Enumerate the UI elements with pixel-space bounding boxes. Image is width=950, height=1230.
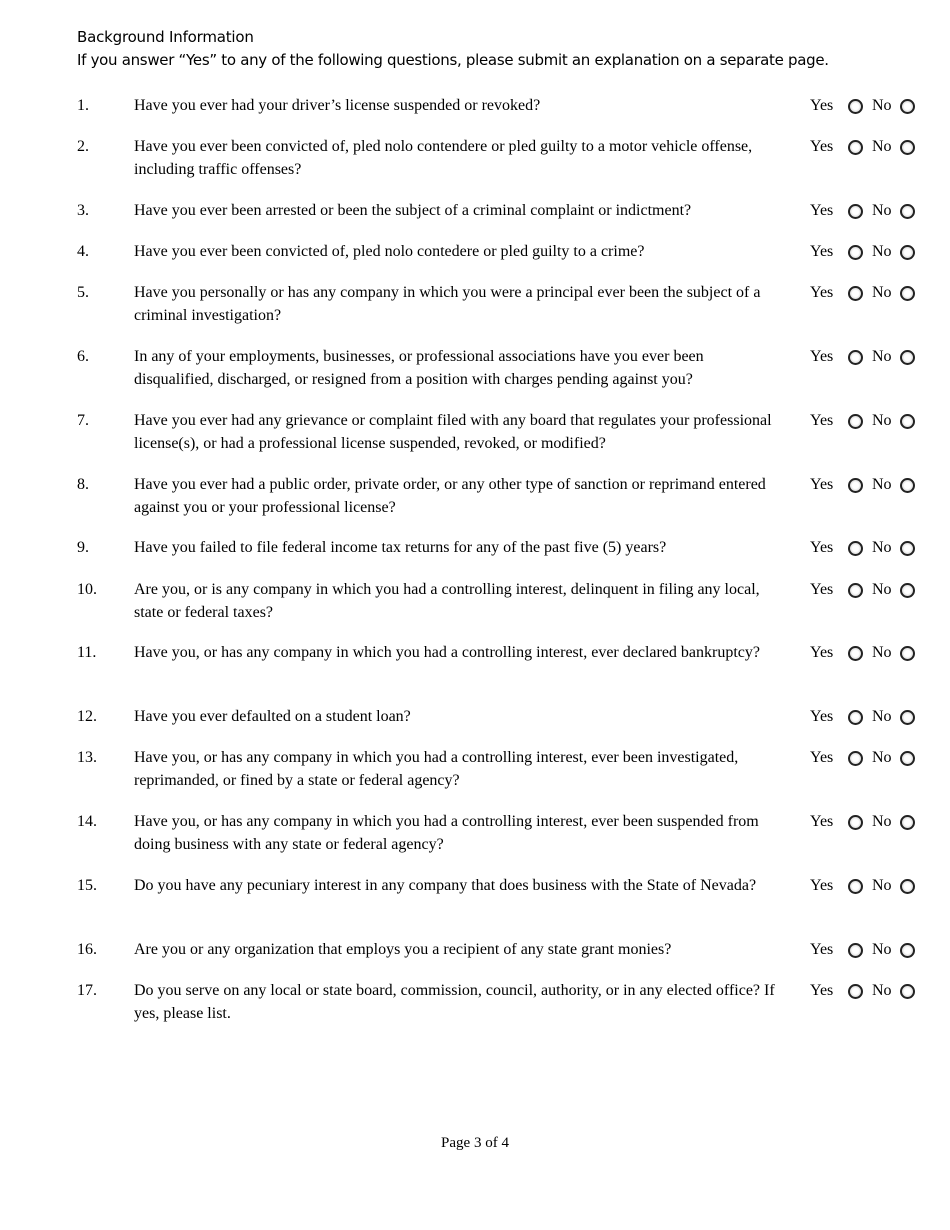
yes-radio[interactable]: [848, 583, 863, 598]
question-number: 7.: [77, 412, 89, 429]
no-label: No: [872, 202, 892, 219]
question-text: Have you failed to file federal income tax returns for any of the past five (5) years?: [134, 539, 667, 556]
no-radio[interactable]: [900, 140, 915, 155]
answer-group: [810, 874, 930, 897]
page-number: Page 3 of 4: [441, 1135, 509, 1151]
yes-label: Yes: [810, 243, 834, 260]
no-radio[interactable]: [900, 245, 915, 260]
question-number: 4.: [77, 243, 89, 260]
no-radio[interactable]: [900, 751, 915, 766]
section-instructions: If you answer “Yes” to any of the following questions, please submit an explanation on a separate page.: [77, 51, 829, 69]
no-label: No: [872, 982, 892, 999]
answer-group: [810, 409, 930, 432]
question-text: In any of your employments, businesses, or professional associations have you ever been disqualified, discharged, or resigned from a position with charges pending against you?: [134, 348, 704, 388]
yes-radio[interactable]: [848, 99, 863, 114]
answer-group: [810, 240, 930, 263]
yes-label: Yes: [810, 941, 834, 958]
question-number: 11.: [77, 644, 97, 661]
no-label: No: [872, 708, 892, 725]
yes-label: Yes: [810, 412, 834, 429]
yes-radio[interactable]: [848, 541, 863, 556]
question-text: Do you have any pecuniary interest in any company that does business with the State of Nevada?: [134, 877, 757, 894]
no-radio[interactable]: [900, 879, 915, 894]
yes-label: Yes: [810, 813, 834, 830]
no-label: No: [872, 581, 892, 598]
no-radio[interactable]: [900, 815, 915, 830]
question-text: Have you, or has any company in which you had a controlling interest, ever been investigated, reprimanded, or fined by a state or federal agency?: [134, 749, 739, 789]
question-text: Have you ever had any grievance or complaint filed with any board that regulates your professional license(s), or had a professional license suspended, revoked, or modified?: [134, 412, 772, 452]
no-radio[interactable]: [900, 99, 915, 114]
no-radio[interactable]: [900, 204, 915, 219]
yes-label: Yes: [810, 97, 834, 114]
yes-radio[interactable]: [848, 204, 863, 219]
question-number: 5.: [77, 284, 89, 301]
no-radio[interactable]: [900, 286, 915, 301]
answer-group: [810, 281, 930, 304]
question-text: Have you ever defaulted on a student loan?: [134, 708, 411, 725]
yes-radio[interactable]: [848, 245, 863, 260]
yes-label: Yes: [810, 539, 834, 556]
answer-group: [810, 810, 930, 833]
yes-label: Yes: [810, 644, 834, 661]
no-label: No: [872, 644, 892, 661]
question-text: Have you ever had your driver’s license suspended or revoked?: [134, 97, 541, 114]
no-label: No: [872, 476, 892, 493]
question-text: Have you, or has any company in which you had a controlling interest, ever declared bankruptcy?: [134, 644, 761, 661]
answer-group: [810, 578, 930, 601]
question-number: 8.: [77, 476, 89, 493]
no-radio[interactable]: [900, 541, 915, 556]
no-radio[interactable]: [900, 710, 915, 725]
yes-radio[interactable]: [848, 478, 863, 493]
question-text: Have you personally or has any company in which you were a principal ever been the subject of a criminal investigation?: [134, 284, 761, 324]
question-text: Do you serve on any local or state board, commission, council, authority, or in any elected office? If yes, please list.: [134, 982, 775, 1022]
answer-group: [810, 705, 930, 728]
yes-radio[interactable]: [848, 879, 863, 894]
answer-group: [810, 473, 930, 496]
answer-group: [810, 938, 930, 961]
yes-radio[interactable]: [848, 751, 863, 766]
no-radio[interactable]: [900, 478, 915, 493]
no-radio[interactable]: [900, 414, 915, 429]
no-radio[interactable]: [900, 583, 915, 598]
question-number: 9.: [77, 539, 89, 556]
question-text: Have you ever been convicted of, pled nolo contendere or pled guilty to a motor vehicle offense, including traffic offenses?: [134, 138, 753, 178]
answer-group: [810, 94, 930, 117]
yes-label: Yes: [810, 202, 834, 219]
answer-group: [810, 199, 930, 222]
no-label: No: [872, 138, 892, 155]
answer-group: [810, 979, 930, 1002]
question-number: 12.: [77, 708, 97, 725]
question-number: 10.: [77, 581, 97, 598]
yes-label: Yes: [810, 877, 834, 894]
yes-radio[interactable]: [848, 414, 863, 429]
answer-group: [810, 536, 930, 559]
question-number: 16.: [77, 941, 97, 958]
no-label: No: [872, 243, 892, 260]
no-radio[interactable]: [900, 984, 915, 999]
no-label: No: [872, 941, 892, 958]
no-label: No: [872, 813, 892, 830]
question-number: 3.: [77, 202, 89, 219]
question-number: 6.: [77, 348, 89, 365]
yes-label: Yes: [810, 476, 834, 493]
no-label: No: [872, 539, 892, 556]
question-number: 13.: [77, 749, 97, 766]
no-label: No: [872, 877, 892, 894]
question-text: Are you, or is any company in which you had a controlling interest, delinquent in filing any local, state or federal taxes?: [134, 581, 760, 621]
yes-radio[interactable]: [848, 943, 863, 958]
question-text: Have you ever had a public order, private order, or any other type of sanction or reprimand entered against you or your professional license?: [134, 476, 766, 516]
no-label: No: [872, 749, 892, 766]
section-title: Background Information: [77, 28, 254, 46]
question-number: 15.: [77, 877, 97, 894]
no-radio[interactable]: [900, 646, 915, 661]
yes-label: Yes: [810, 348, 834, 365]
yes-label: Yes: [810, 581, 834, 598]
question-text: Have you, or has any company in which you had a controlling interest, ever been suspended from doing business with any state or federal agency?: [134, 813, 759, 853]
answer-group: [810, 746, 930, 769]
question-text: Are you or any organization that employs you a recipient of any state grant monies?: [134, 941, 672, 958]
yes-radio[interactable]: [848, 350, 863, 365]
yes-label: Yes: [810, 749, 834, 766]
answer-group: [810, 641, 930, 664]
no-radio[interactable]: [900, 943, 915, 958]
yes-label: Yes: [810, 708, 834, 725]
yes-label: Yes: [810, 138, 834, 155]
yes-label: Yes: [810, 284, 834, 301]
yes-radio[interactable]: [848, 646, 863, 661]
answer-group: [810, 135, 930, 158]
yes-radio[interactable]: [848, 984, 863, 999]
yes-radio[interactable]: [848, 140, 863, 155]
no-radio[interactable]: [900, 350, 915, 365]
question-number: 2.: [77, 138, 89, 155]
yes-radio[interactable]: [848, 286, 863, 301]
question-number: 1.: [77, 97, 89, 114]
yes-radio[interactable]: [848, 710, 863, 725]
form-header: [77, 26, 829, 72]
no-label: No: [872, 97, 892, 114]
question-text: Have you ever been arrested or been the subject of a criminal complaint or indictment?: [134, 202, 692, 219]
no-label: No: [872, 348, 892, 365]
question-number: 14.: [77, 813, 97, 830]
question-text: Have you ever been convicted of, pled nolo contedere or pled guilty to a crime?: [134, 243, 645, 260]
question-number: 17.: [77, 982, 97, 999]
no-label: No: [872, 284, 892, 301]
yes-radio[interactable]: [848, 815, 863, 830]
no-label: No: [872, 412, 892, 429]
answer-group: [810, 345, 930, 368]
yes-label: Yes: [810, 982, 834, 999]
